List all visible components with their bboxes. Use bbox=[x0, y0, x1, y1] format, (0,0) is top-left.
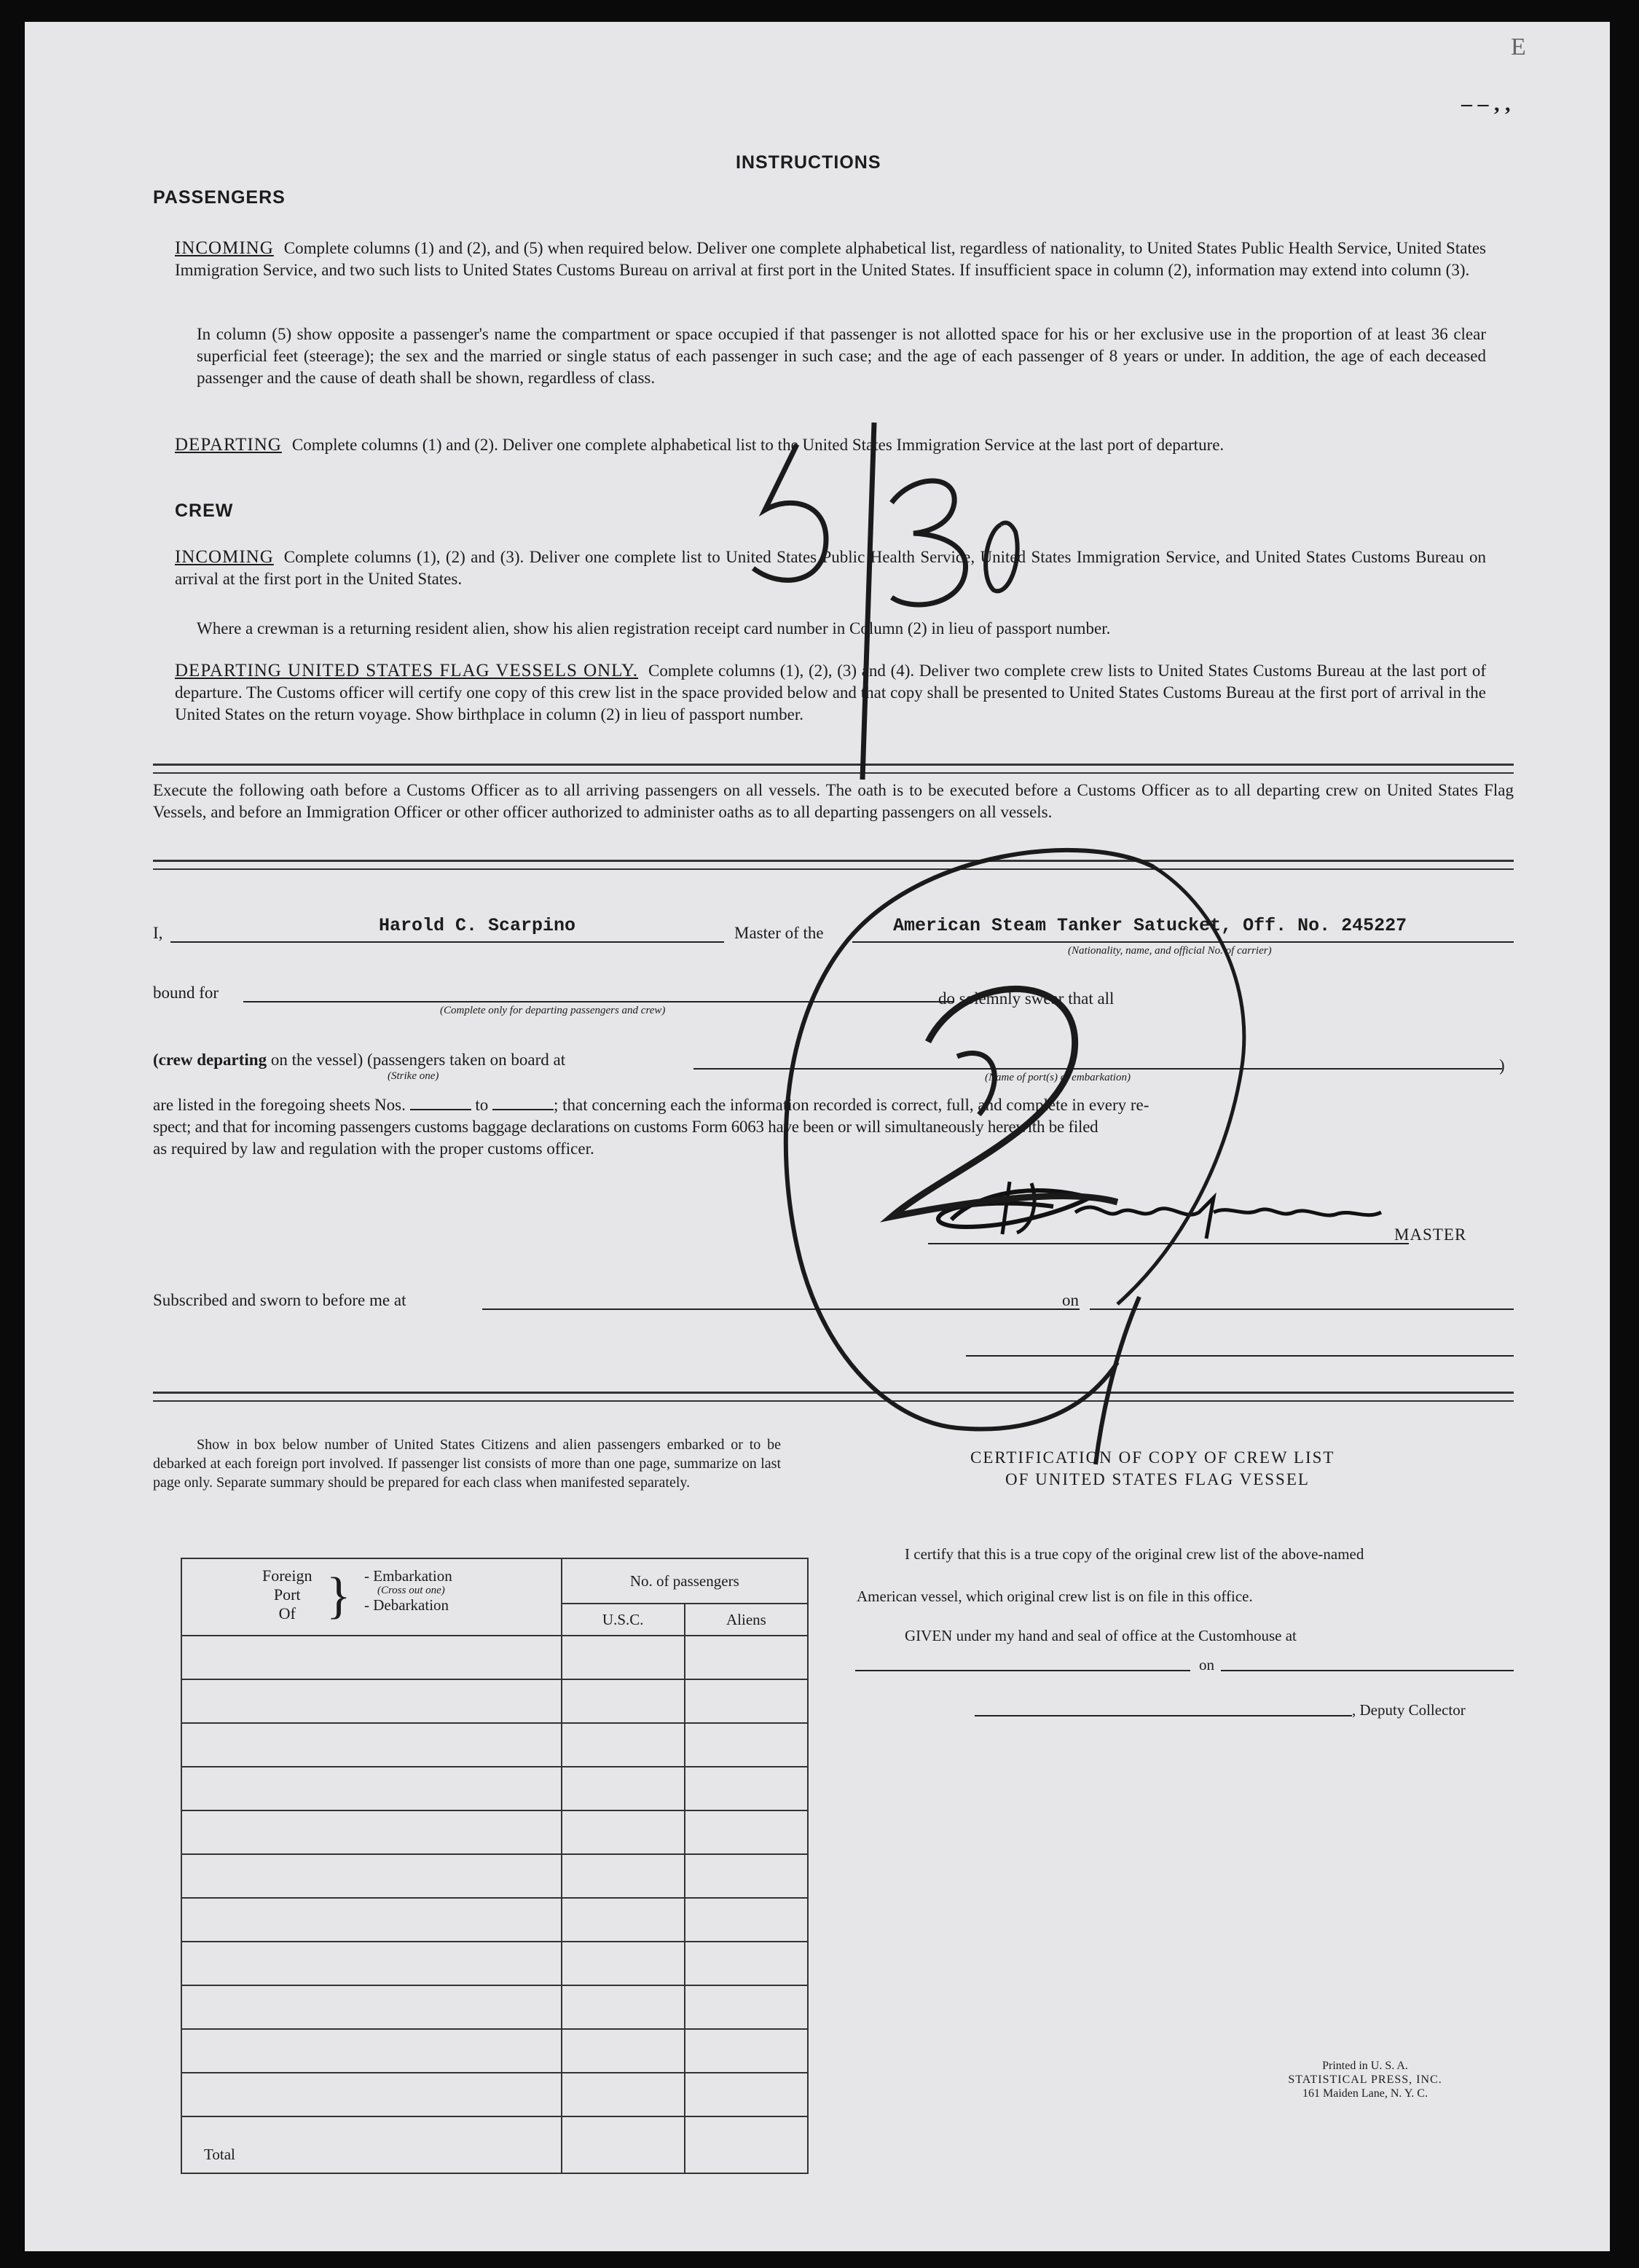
aliens-cell[interactable] bbox=[685, 1985, 808, 2029]
crew-resident-text: Where a crewman is a returning resident alien, show his alien registration receipt card number in Column (2) in lieu of passport number. bbox=[197, 619, 1111, 637]
passenger-summary-table bbox=[181, 1558, 809, 2174]
total-usc-cell[interactable] bbox=[562, 2116, 685, 2173]
aliens-cell[interactable] bbox=[685, 1636, 808, 1679]
usc-cell[interactable] bbox=[562, 1854, 685, 1898]
port-cell[interactable] bbox=[181, 1854, 562, 1898]
table-row bbox=[181, 1767, 808, 1810]
table-row bbox=[181, 1898, 808, 1942]
printer-line-2: STATISTICAL PRESS, INC. bbox=[1288, 2073, 1442, 2086]
page-title: INSTRUCTIONS bbox=[736, 152, 881, 173]
port-cell[interactable] bbox=[181, 1636, 562, 1679]
deputy-collector-line bbox=[975, 1715, 1352, 1716]
total-row bbox=[181, 2116, 808, 2173]
port-cell[interactable] bbox=[181, 1810, 562, 1854]
summary-rows bbox=[181, 1636, 808, 2116]
aliens-cell[interactable] bbox=[685, 1767, 808, 1810]
table-header-row bbox=[181, 1558, 808, 1604]
usc-header: U.S.C. bbox=[562, 1604, 685, 1636]
no-of-passengers-header: No. of passengers bbox=[562, 1558, 808, 1604]
corner-mark: E bbox=[1511, 34, 1526, 60]
usc-cell[interactable] bbox=[562, 1942, 685, 1985]
certification-title-2: OF UNITED STATES FLAG VESSEL bbox=[1005, 1470, 1310, 1488]
port-cell[interactable] bbox=[181, 1723, 562, 1767]
subscribed-label: Subscribed and sworn to before me at bbox=[153, 1291, 406, 1309]
table-row bbox=[181, 1942, 808, 1985]
port-cell[interactable] bbox=[181, 1942, 562, 1985]
crew-departing-option bbox=[153, 1049, 565, 1071]
aliens-header: Aliens bbox=[685, 1604, 808, 1636]
bound-for-label: bound for bbox=[153, 984, 219, 1002]
passengers-incoming-section bbox=[175, 238, 1486, 281]
table-row bbox=[181, 1854, 808, 1898]
usc-cell[interactable] bbox=[562, 1810, 685, 1854]
port-cell[interactable] bbox=[181, 2029, 562, 2073]
port-cell[interactable] bbox=[181, 1679, 562, 1723]
master-name-line bbox=[170, 941, 724, 943]
crew-departing-text: Complete columns (1), (2), (3) and (4). Deliver two complete crew lists to United States Customs Bureau at the last port of departure. The Customs officer will certify one copy of this crew list in the space provided below and that copy shall be presented to United States Customs Bureau at the first port of arrival in the United States on the return voyage. Show birthplace in column (2) in lieu of passport number. bbox=[175, 662, 1486, 723]
table-row bbox=[181, 1985, 808, 2029]
aliens-cell[interactable] bbox=[685, 1723, 808, 1767]
sheets-to-label: to bbox=[475, 1096, 489, 1114]
aliens-cell[interactable] bbox=[685, 1679, 808, 1723]
oath-i-label: I, bbox=[153, 924, 163, 942]
foreign-label: Foreign bbox=[262, 1566, 313, 1585]
table-row bbox=[181, 1810, 808, 1854]
master-label: MASTER bbox=[1394, 1225, 1467, 1244]
master-of-the-label: Master of the bbox=[734, 924, 824, 942]
total-label: Total bbox=[181, 2116, 562, 2173]
form-page bbox=[25, 22, 1610, 2251]
ports-caption: (Name of port(s) of embarkation) bbox=[985, 1072, 1131, 1083]
crew-incoming-text: Complete columns (1), (2) and (3). Deliver one complete list to United States Public Health Service, United States Immigration Service, and United States Customs Bureau on arrival at the first port in the United States. bbox=[175, 548, 1486, 588]
crew-departing-label: DEPARTING UNITED STATES FLAG VESSELS ONLY. bbox=[175, 661, 639, 680]
certification-title-1: CERTIFICATION OF COPY OF CREW LIST bbox=[970, 1448, 1335, 1467]
passengers-incoming-text: Complete columns (1) and (2), and (5) when required below. Deliver one complete alphabetical list, regardless of nationality, to United States Public Health Service, United States Immigration Service, and two such lists to United States Customs Bureau on arrival at first port in the United States. If insufficient space in column (2), information may extend into column (3). bbox=[175, 239, 1486, 279]
passengers-departing-label: DEPARTING bbox=[175, 435, 282, 455]
aliens-cell[interactable] bbox=[685, 1898, 808, 1942]
vessel-field: American Steam Tanker Satucket, Off. No. 245227 bbox=[893, 915, 1407, 936]
crew-departing-strike: (crew departing bbox=[153, 1051, 267, 1069]
printer-line-3: 161 Maiden Lane, N. Y. C. bbox=[1302, 2087, 1428, 2100]
usc-cell[interactable] bbox=[562, 1985, 685, 2029]
passengers-departing-text: Complete columns (1) and (2). Deliver one complete alphabetical list to the United States Immigration Service at the last port of departure. bbox=[291, 436, 1225, 454]
column5-section bbox=[197, 323, 1486, 389]
certification-line-2: American vessel, which original crew list is on file in this office. bbox=[857, 1588, 1253, 1605]
listed-respect-text: spect; and that for incoming passengers customs baggage declarations on customs Form 6063 have been or will simultaneously herewith be filed bbox=[153, 1118, 1098, 1136]
usc-cell[interactable] bbox=[562, 1636, 685, 1679]
usc-cell[interactable] bbox=[562, 2029, 685, 2073]
usc-cell[interactable] bbox=[562, 2073, 685, 2116]
certification-line-3: GIVEN under my hand and seal of office at the Customhouse at bbox=[905, 1627, 1297, 1644]
aliens-cell[interactable] bbox=[685, 1854, 808, 1898]
aliens-cell[interactable] bbox=[685, 1942, 808, 1985]
aliens-cell[interactable] bbox=[685, 2073, 808, 2116]
port-cell[interactable] bbox=[181, 1985, 562, 2029]
usc-cell[interactable] bbox=[562, 1767, 685, 1810]
passengers-taken-text: (passengers taken on board at bbox=[367, 1051, 566, 1069]
table-row bbox=[181, 2073, 808, 2116]
of-label: Of bbox=[278, 1604, 296, 1622]
crew-incoming-label: INCOMING bbox=[175, 547, 274, 567]
certification-line-1: I certify that this is a true copy of the original crew list of the above-named bbox=[905, 1545, 1364, 1563]
master-name-field: Harold C. Scarpino bbox=[379, 915, 576, 936]
passengers-incoming-label: INCOMING bbox=[175, 238, 274, 258]
port-label: Port bbox=[273, 1585, 301, 1604]
port-cell[interactable] bbox=[181, 2073, 562, 2116]
handwritten-circled-number bbox=[775, 838, 1270, 1479]
oath-instructions: Execute the following oath before a Customs Officer as to all arriving passengers on all vessels. The oath is to be executed before a Customs Officer as to all departing crew on United States Flag Vessels, and before an Immigration Officer or other officer authorized to administer oaths as to all departing passengers on all vessels. bbox=[153, 781, 1514, 821]
handwritten-date-marks bbox=[739, 415, 1263, 823]
usc-cell[interactable] bbox=[562, 1723, 685, 1767]
on-the-vessel-text: on the vessel) bbox=[270, 1051, 363, 1069]
brace-icon: } bbox=[326, 1568, 351, 1624]
ports-close-paren: ) bbox=[1499, 1056, 1505, 1075]
port-cell[interactable] bbox=[181, 1898, 562, 1942]
certification-on-label: on bbox=[1199, 1656, 1214, 1673]
table-row bbox=[181, 1679, 808, 1723]
total-aliens-cell[interactable] bbox=[685, 2116, 808, 2173]
port-cell[interactable] bbox=[181, 1767, 562, 1810]
corner-scribble: ‒ ‒ , , bbox=[1461, 92, 1511, 116]
bound-for-caption: (Complete only for departing passengers and crew) bbox=[440, 1005, 666, 1016]
deputy-collector-label: , Deputy Collector bbox=[1352, 1701, 1466, 1719]
crew-heading: CREW bbox=[175, 501, 234, 521]
aliens-cell[interactable] bbox=[685, 2029, 808, 2073]
foreign-port-header bbox=[181, 1558, 562, 1636]
strike-one-caption: (Strike one) bbox=[388, 1070, 439, 1082]
aliens-cell[interactable] bbox=[685, 1810, 808, 1854]
summary-instructions: Show in box below number of United States Citizens and alien passengers embarked or to be debarked at each foreign port involved. If passenger list consists of more than one page, summarize on last page only. Separate summary should be prepared for each class when manifested separately. bbox=[153, 1437, 781, 1491]
listed-law-text: as required by law and regulation with the proper customs officer. bbox=[153, 1139, 594, 1158]
table-row bbox=[181, 1723, 808, 1767]
debarkation-option[interactable]: - Debarkation bbox=[364, 1596, 449, 1614]
table-row bbox=[181, 2029, 808, 2073]
customhouse-date-line bbox=[1221, 1670, 1514, 1671]
subscribed-on-label: on bbox=[1062, 1291, 1079, 1309]
listed-sheets-continued: ; that concerning each the information recorded is correct, full, and complete in every re- bbox=[553, 1096, 1149, 1114]
vessel-caption: (Nationality, name, and official No. of carrier) bbox=[1068, 945, 1272, 957]
customhouse-place-line bbox=[855, 1670, 1190, 1671]
cross-out-note: (Cross out one) bbox=[377, 1585, 445, 1596]
swear-text: do solemnly swear that all bbox=[938, 989, 1115, 1008]
column5-text: In column (5) show opposite a passenger's name the compartment or space occupied if that passenger is not allotted space for his or her exclusive use in the proportion of at least 36 clear superficial feet (steerage); the sex and the married or single status of each passenger in such case; and the age of each passenger of 8 years or under. In addition, the age of each deceased passenger and the cause of death shall be shown, regardless of class. bbox=[197, 325, 1486, 387]
table-row bbox=[181, 1636, 808, 1679]
printer-line-1: Printed in U. S. A. bbox=[1322, 2060, 1408, 2072]
usc-cell[interactable] bbox=[562, 1898, 685, 1942]
passengers-heading: PASSENGERS bbox=[153, 187, 286, 208]
listed-sheets-prefix: are listed in the foregoing sheets Nos. bbox=[153, 1096, 406, 1114]
printer-imprint bbox=[1234, 2059, 1496, 2100]
embarkation-option[interactable]: - Embarkation bbox=[364, 1567, 452, 1585]
usc-cell[interactable] bbox=[562, 1679, 685, 1723]
